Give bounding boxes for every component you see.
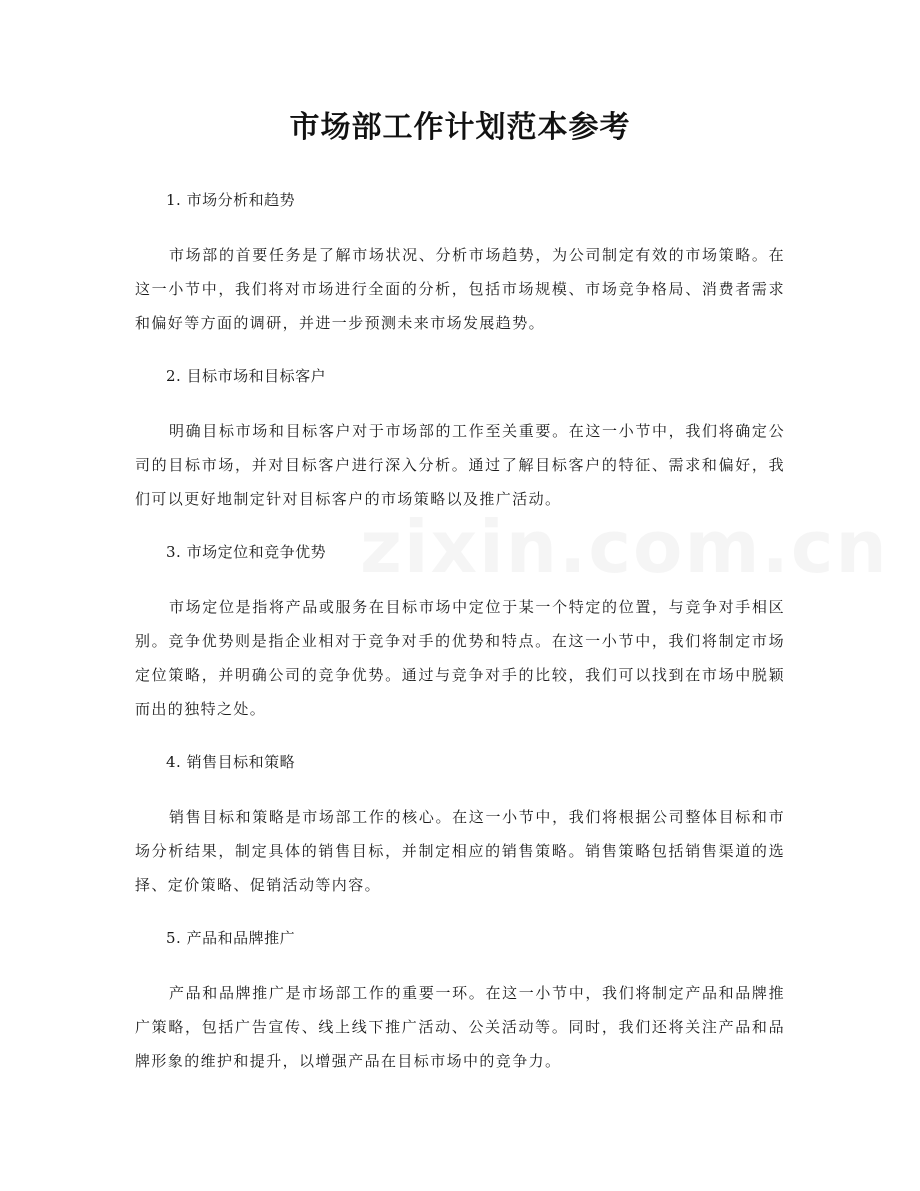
document-title: 市场部工作计划范本参考 — [289, 110, 631, 145]
document-body — [135, 186, 785, 1100]
section-heading: 4. 销售目标和策略 — [166, 753, 296, 771]
section-heading: 1. 市场分析和趋势 — [166, 191, 296, 209]
section-paragraph: 市场定位是指将产品或服务在目标市场中定位于某一个特定的位置，与竞争对手相区别。竞争优势则是指企业相对于竞争对手的优势和特点。在这一小节中，我们将制定市场定位策略，并明确公司的竞争优势。通过与竞争对手的比较，我们可以找到在市场中脱颖而出的独特之处。 — [135, 598, 785, 718]
section-heading: 5. 产品和品牌推广 — [166, 929, 296, 947]
section-heading: 3. 市场定位和竞争优势 — [166, 543, 327, 561]
section-paragraph: 市场部的首要任务是了解市场状况、分析市场趋势，为公司制定有效的市场策略。在这一小节中，我们将对市场进行全面的分析，包括市场规模、市场竞争格局、消费者需求和偏好等方面的调研，并进一步预测未来市场发展趋势。 — [135, 246, 785, 332]
section-brand-promotion — [135, 924, 785, 1078]
watermark: zixin.com.cn — [360, 505, 889, 589]
section-paragraph: 产品和品牌推广是市场部工作的重要一环。在这一小节中，我们将制定产品和品牌推广策略，包括广告宣传、线上线下推广活动、公关活动等。同时，我们还将关注产品和品牌形象的维护和提升，以增强产品在目标市场中的竞争力。 — [135, 984, 785, 1070]
section-heading: 2. 目标市场和目标客户 — [166, 367, 327, 385]
section-paragraph: 销售目标和策略是市场部工作的核心。在这一小节中，我们将根据公司整体目标和市场分析结果，制定具体的销售目标，并制定相应的销售策略。销售策略包括销售渠道的选择、定价策略、促销活动等内容。 — [135, 808, 785, 894]
section-market-analysis — [135, 186, 785, 340]
section-positioning — [135, 538, 785, 726]
section-target-market — [135, 362, 785, 516]
section-sales-goals — [135, 748, 785, 902]
section-paragraph: 明确目标市场和目标客户对于市场部的工作至关重要。在这一小节中，我们将确定公司的目标市场，并对目标客户进行深入分析。通过了解目标客户的特征、需求和偏好，我们可以更好地制定针对目标客户的市场策略以及推广活动。 — [135, 422, 785, 508]
